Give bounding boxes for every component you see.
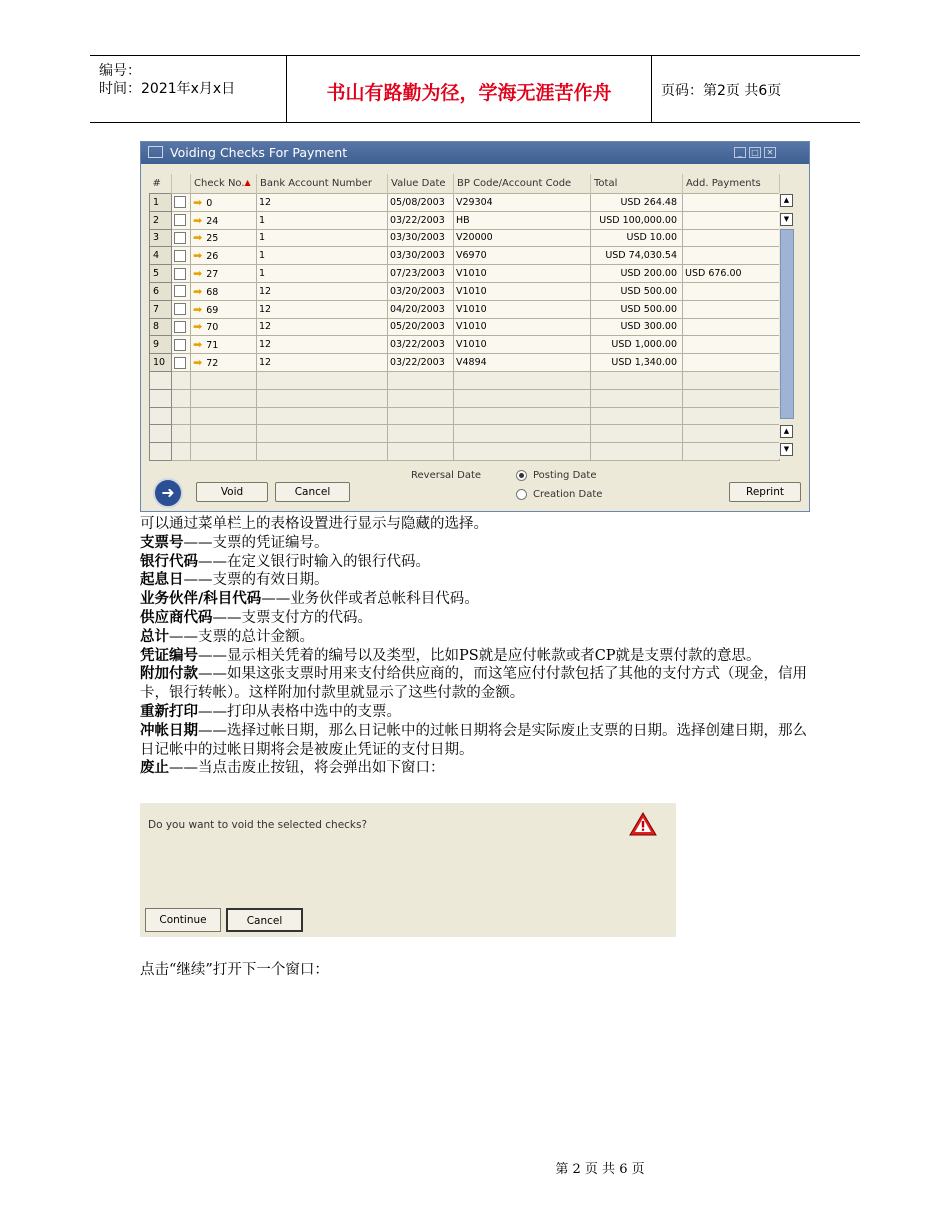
table-row[interactable] <box>150 318 780 336</box>
empty-cell[interactable] <box>191 443 257 461</box>
posting-date-radio[interactable] <box>516 470 527 481</box>
row-checkbox[interactable] <box>174 214 186 226</box>
value-date-cell[interactable]: 03/20/2003 <box>388 282 454 300</box>
total-cell[interactable]: USD 500.00 <box>591 300 683 318</box>
add-payments-cell[interactable] <box>683 300 780 318</box>
definition-desc: ——当点击废止按钮，将会弹出如下窗口： <box>169 760 445 777</box>
row-checkbox-cell[interactable] <box>172 265 191 283</box>
definition-term: 起息日 <box>140 572 184 589</box>
link-arrow-icon[interactable]: ➡ <box>193 356 203 370</box>
add-payments-cell[interactable] <box>683 354 780 372</box>
row-checkbox[interactable] <box>174 250 186 262</box>
definition-desc: ——支票的凭证编号。 <box>183 534 329 551</box>
row-number[interactable] <box>150 425 172 443</box>
row-number[interactable]: 1 <box>150 194 172 212</box>
col-header-value-date[interactable]: Value Date <box>388 174 454 194</box>
empty-cell[interactable] <box>388 443 454 461</box>
bank-account-cell[interactable]: 1 <box>257 229 388 247</box>
value-date-cell[interactable]: 03/30/2003 <box>388 229 454 247</box>
empty-cell[interactable] <box>388 371 454 389</box>
empty-cell[interactable] <box>683 407 780 425</box>
row-checkbox-cell[interactable] <box>172 229 191 247</box>
definition-item <box>140 703 815 722</box>
empty-cell[interactable] <box>454 443 591 461</box>
table-row[interactable] <box>150 211 780 229</box>
check-no-cell[interactable]: ➡ 70 <box>191 318 257 336</box>
empty-cell[interactable] <box>454 389 591 407</box>
add-payments-cell[interactable] <box>683 194 780 212</box>
empty-cell[interactable] <box>591 443 683 461</box>
definition-item <box>140 665 815 703</box>
add-payments-cell[interactable]: USD 676.00 <box>683 265 780 283</box>
empty-cell[interactable] <box>191 407 257 425</box>
row-number[interactable]: 10 <box>150 354 172 372</box>
next-window-text: 点击“继续”打开下一个窗口： <box>140 962 329 978</box>
definition-term: 总计 <box>140 628 169 645</box>
empty-cell[interactable] <box>191 371 257 389</box>
definition-desc: ——在定义银行时输入的银行代码。 <box>198 553 430 570</box>
definition-term: 凭证编号 <box>140 647 198 664</box>
dialog-message: Do you want to void the selected checks? <box>148 819 368 831</box>
time-label: 时间：2021年x月x日 <box>99 81 236 97</box>
value-date-cell[interactable]: 05/08/2003 <box>388 194 454 212</box>
table-row[interactable] <box>150 282 780 300</box>
void-button[interactable]: Void <box>196 482 268 502</box>
window-titlebar <box>141 142 809 164</box>
motto: 书山有路勤为径，学海无涯苦作舟 <box>326 82 612 104</box>
definition-term: 重新打印 <box>140 703 198 720</box>
sort-asc-icon: ▲ <box>244 178 251 187</box>
definition-term: 冲帐日期 <box>140 722 198 739</box>
definition-desc: ——支票支付方的代码。 <box>212 609 372 626</box>
check-no-cell[interactable]: ➡ 26 <box>191 247 257 265</box>
confirm-void-dialog <box>140 803 676 937</box>
bank-account-cell[interactable]: 12 <box>257 336 388 354</box>
row-checkbox[interactable] <box>174 303 186 315</box>
bp-code-cell[interactable]: V29304 <box>454 194 591 212</box>
number-label: 编号： <box>99 63 141 79</box>
scroll-up-icon[interactable]: ▲ <box>780 425 793 438</box>
header-page-cell <box>651 56 860 122</box>
empty-cell[interactable] <box>257 389 388 407</box>
total-cell[interactable]: USD 264.48 <box>591 194 683 212</box>
empty-cell[interactable] <box>172 389 191 407</box>
link-arrow-icon[interactable]: ➡ <box>193 302 203 316</box>
bp-code-cell[interactable]: V20000 <box>454 229 591 247</box>
check-no-cell[interactable]: ➡ 0 <box>191 194 257 212</box>
add-payments-cell[interactable] <box>683 336 780 354</box>
row-number[interactable] <box>150 443 172 461</box>
bank-account-cell[interactable]: 12 <box>257 318 388 336</box>
definition-item <box>140 590 815 609</box>
empty-cell[interactable] <box>683 389 780 407</box>
page-footer: 第 2 页 共 6 页 <box>555 1162 645 1177</box>
definition-desc: ——打印从表格中选中的支票。 <box>198 703 401 720</box>
empty-cell[interactable] <box>172 425 191 443</box>
scroll-down-icon[interactable]: ▼ <box>780 213 793 226</box>
definition-desc: ——显示相关凭着的编号以及类型，比如PS就是应付帐款或者CP就是支票付款的意思。 <box>198 647 761 664</box>
table-scrollbar[interactable] <box>779 193 795 459</box>
row-number[interactable] <box>150 371 172 389</box>
row-checkbox[interactable] <box>174 339 186 351</box>
value-date-cell[interactable]: 03/22/2003 <box>388 211 454 229</box>
row-checkbox[interactable] <box>174 285 186 297</box>
definition-desc: ——如果这张支票时用来支付给供应商的，而这笔应付付款包括了其他的支付方式（现金，信用卡，银行转帐）。这样附加付款里就显示了这些付款的金额。 <box>140 666 807 702</box>
scroll-down-icon[interactable]: ▼ <box>780 443 793 456</box>
definition-item <box>140 628 815 647</box>
definition-item <box>140 609 815 628</box>
reprint-button[interactable]: Reprint <box>729 482 801 502</box>
creation-date-radio[interactable] <box>516 489 527 500</box>
check-no-cell[interactable]: ➡ 69 <box>191 300 257 318</box>
warning-icon <box>629 811 657 837</box>
checks-table <box>149 174 780 461</box>
continue-button[interactable]: Continue <box>145 908 221 932</box>
value-date-cell[interactable]: 05/20/2003 <box>388 318 454 336</box>
reversal-date-label: Reversal Date <box>411 470 482 481</box>
total-cell[interactable]: USD 1,340.00 <box>591 354 683 372</box>
add-payments-cell[interactable] <box>683 229 780 247</box>
empty-cell[interactable] <box>591 407 683 425</box>
empty-table-row[interactable] <box>150 371 780 389</box>
total-cell[interactable]: USD 500.00 <box>591 282 683 300</box>
definition-term: 废止 <box>140 760 169 777</box>
row-checkbox[interactable] <box>174 232 186 244</box>
definition-item <box>140 647 815 666</box>
definition-term: 支票号 <box>140 534 184 551</box>
total-cell[interactable]: USD 300.00 <box>591 318 683 336</box>
row-checkbox-cell[interactable] <box>172 194 191 212</box>
empty-table-row[interactable] <box>150 407 780 425</box>
close-icon[interactable]: ✕ <box>764 147 776 158</box>
link-arrow-icon[interactable]: ➡ <box>193 320 203 334</box>
definition-item <box>140 722 815 760</box>
definition-desc: ——业务伙伴或者总帐科目代码。 <box>261 591 479 608</box>
check-no-cell[interactable]: ➡ 68 <box>191 282 257 300</box>
definition-desc: ——支票的总计金额。 <box>169 628 314 645</box>
row-checkbox-cell[interactable] <box>172 282 191 300</box>
link-arrow-icon[interactable]: ➡ <box>193 338 203 352</box>
check-no-cell[interactable]: ➡ 72 <box>191 354 257 372</box>
col-header-select[interactable] <box>172 174 191 194</box>
row-number[interactable]: 5 <box>150 265 172 283</box>
table-row[interactable] <box>150 300 780 318</box>
back-arrow-icon[interactable]: ➜ <box>153 478 183 508</box>
total-cell[interactable]: USD 74,030.54 <box>591 247 683 265</box>
bank-account-cell[interactable]: 12 <box>257 300 388 318</box>
link-arrow-icon[interactable]: ➡ <box>193 213 203 227</box>
bank-account-cell[interactable]: 1 <box>257 247 388 265</box>
value-date-cell[interactable]: 03/30/2003 <box>388 247 454 265</box>
definition-term: 供应商代码 <box>140 609 213 626</box>
empty-cell[interactable] <box>172 443 191 461</box>
bp-code-cell[interactable]: V1010 <box>454 265 591 283</box>
row-number[interactable]: 7 <box>150 300 172 318</box>
col-header-bp-code[interactable]: BP Code/Account Code <box>454 174 591 194</box>
definition-item <box>140 759 815 778</box>
value-date-cell[interactable]: 07/23/2003 <box>388 265 454 283</box>
empty-cell[interactable] <box>172 407 191 425</box>
empty-cell[interactable] <box>257 407 388 425</box>
empty-cell[interactable] <box>191 389 257 407</box>
bp-code-cell[interactable]: V1010 <box>454 282 591 300</box>
empty-cell[interactable] <box>454 371 591 389</box>
col-header-total[interactable]: Total <box>591 174 683 194</box>
table-row[interactable] <box>150 336 780 354</box>
maximize-icon[interactable]: □ <box>749 147 761 158</box>
definition-desc: ——支票的有效日期。 <box>183 572 329 589</box>
add-payments-cell[interactable] <box>683 318 780 336</box>
check-no-cell[interactable]: ➡ 71 <box>191 336 257 354</box>
row-number[interactable]: 2 <box>150 211 172 229</box>
bank-account-cell[interactable]: 1 <box>257 265 388 283</box>
row-checkbox[interactable] <box>174 321 186 333</box>
row-checkbox-cell[interactable] <box>172 318 191 336</box>
definition-item <box>140 534 815 553</box>
empty-cell[interactable] <box>388 425 454 443</box>
cancel-button[interactable]: Cancel <box>275 482 350 502</box>
intro-paragraph: 可以通过菜单栏上的表格设置进行显示与隐藏的选择。 <box>140 516 488 532</box>
creation-date-label: Creation Date <box>533 489 603 500</box>
row-checkbox-cell[interactable] <box>172 354 191 372</box>
row-checkbox-cell[interactable] <box>172 247 191 265</box>
empty-cell[interactable] <box>591 371 683 389</box>
add-payments-cell[interactable] <box>683 211 780 229</box>
value-date-cell[interactable]: 04/20/2003 <box>388 300 454 318</box>
col-header-check-no[interactable]: Check No.▲ <box>191 174 257 194</box>
definition-item <box>140 553 815 572</box>
row-checkbox[interactable] <box>174 196 186 208</box>
row-number[interactable]: 6 <box>150 282 172 300</box>
add-payments-cell[interactable] <box>683 282 780 300</box>
table-row[interactable] <box>150 194 780 212</box>
bank-account-cell[interactable]: 12 <box>257 194 388 212</box>
empty-cell[interactable] <box>454 407 591 425</box>
dialog-cancel-button[interactable]: Cancel <box>226 908 303 932</box>
table-row[interactable] <box>150 229 780 247</box>
row-number[interactable]: 4 <box>150 247 172 265</box>
value-date-cell[interactable]: 03/22/2003 <box>388 354 454 372</box>
row-checkbox-cell[interactable] <box>172 336 191 354</box>
definition-term: 业务伙伴/科目代码 <box>140 591 262 608</box>
check-no-cell[interactable]: ➡ 25 <box>191 229 257 247</box>
bp-code-cell[interactable]: HB <box>454 211 591 229</box>
link-arrow-icon[interactable]: ➡ <box>193 231 203 245</box>
form-icon <box>148 146 163 158</box>
row-number[interactable]: 3 <box>150 229 172 247</box>
row-checkbox[interactable] <box>174 357 186 369</box>
table-row[interactable] <box>150 265 780 283</box>
definition-term: 银行代码 <box>140 553 198 570</box>
bank-account-cell[interactable]: 12 <box>257 282 388 300</box>
empty-cell[interactable] <box>257 443 388 461</box>
link-arrow-icon[interactable]: ➡ <box>193 195 203 209</box>
empty-table-row[interactable] <box>150 389 780 407</box>
empty-cell[interactable] <box>257 371 388 389</box>
check-no-cell[interactable]: ➡ 24 <box>191 211 257 229</box>
empty-table-row[interactable] <box>150 425 780 443</box>
definition-desc: ——选择过帐日期，那么日记帐中的过帐日期将会是实际废止支票的日期。选择创建日期，那么日记帐中的过帐日期将会是被废止凭证的支付日期。 <box>140 722 807 758</box>
total-cell[interactable]: USD 1,000.00 <box>591 336 683 354</box>
header-motto-cell <box>286 56 652 122</box>
col-header-add-payments[interactable]: Add. Payments <box>683 174 780 194</box>
table-row[interactable] <box>150 247 780 265</box>
empty-cell[interactable] <box>683 371 780 389</box>
empty-cell[interactable] <box>591 389 683 407</box>
bp-code-cell[interactable]: V1010 <box>454 336 591 354</box>
table-header-row <box>150 174 780 194</box>
total-cell[interactable]: USD 200.00 <box>591 265 683 283</box>
row-checkbox-cell[interactable] <box>172 211 191 229</box>
bp-code-cell[interactable]: V6970 <box>454 247 591 265</box>
definition-item <box>140 571 815 590</box>
add-payments-cell[interactable] <box>683 247 780 265</box>
empty-cell[interactable] <box>388 407 454 425</box>
bank-account-cell[interactable]: 12 <box>257 354 388 372</box>
bank-account-cell[interactable]: 1 <box>257 211 388 229</box>
bp-code-cell[interactable]: V4894 <box>454 354 591 372</box>
value-date-cell[interactable]: 03/22/2003 <box>388 336 454 354</box>
total-cell[interactable]: USD 100,000.00 <box>591 211 683 229</box>
row-number[interactable] <box>150 407 172 425</box>
empty-cell[interactable] <box>683 443 780 461</box>
document-header <box>90 55 860 123</box>
description-text <box>140 515 815 778</box>
row-number[interactable]: 8 <box>150 318 172 336</box>
empty-cell[interactable] <box>172 371 191 389</box>
col-header-index[interactable]: # <box>150 174 172 194</box>
window-title: Voiding Checks For Payment <box>170 145 348 160</box>
empty-cell[interactable] <box>191 425 257 443</box>
bp-code-cell[interactable]: V1010 <box>454 318 591 336</box>
total-cell[interactable]: USD 10.00 <box>591 229 683 247</box>
row-number[interactable]: 9 <box>150 336 172 354</box>
col-header-bank-account[interactable]: Bank Account Number <box>257 174 388 194</box>
row-checkbox[interactable] <box>174 268 186 280</box>
link-arrow-icon[interactable]: ➡ <box>193 249 203 263</box>
empty-cell[interactable] <box>683 425 780 443</box>
scroll-thumb[interactable] <box>780 229 794 419</box>
link-arrow-icon[interactable]: ➡ <box>193 284 203 298</box>
empty-table-row[interactable] <box>150 443 780 461</box>
row-number[interactable] <box>150 389 172 407</box>
voiding-checks-window <box>140 141 810 512</box>
empty-cell[interactable] <box>591 425 683 443</box>
row-checkbox-cell[interactable] <box>172 300 191 318</box>
empty-cell[interactable] <box>388 389 454 407</box>
table-row[interactable] <box>150 354 780 372</box>
header-info-cell <box>90 56 286 122</box>
empty-cell[interactable] <box>257 425 388 443</box>
definition-term: 附加付款 <box>140 666 198 683</box>
posting-date-label: Posting Date <box>533 470 597 481</box>
bp-code-cell[interactable]: V1010 <box>454 300 591 318</box>
empty-cell[interactable] <box>454 425 591 443</box>
link-arrow-icon[interactable]: ➡ <box>193 267 203 281</box>
check-no-cell[interactable]: ➡ 27 <box>191 265 257 283</box>
minimize-icon[interactable]: _ <box>734 147 746 158</box>
scroll-up-icon[interactable]: ▲ <box>780 194 793 207</box>
page-label: 页码：第2页 共6页 <box>661 83 782 99</box>
